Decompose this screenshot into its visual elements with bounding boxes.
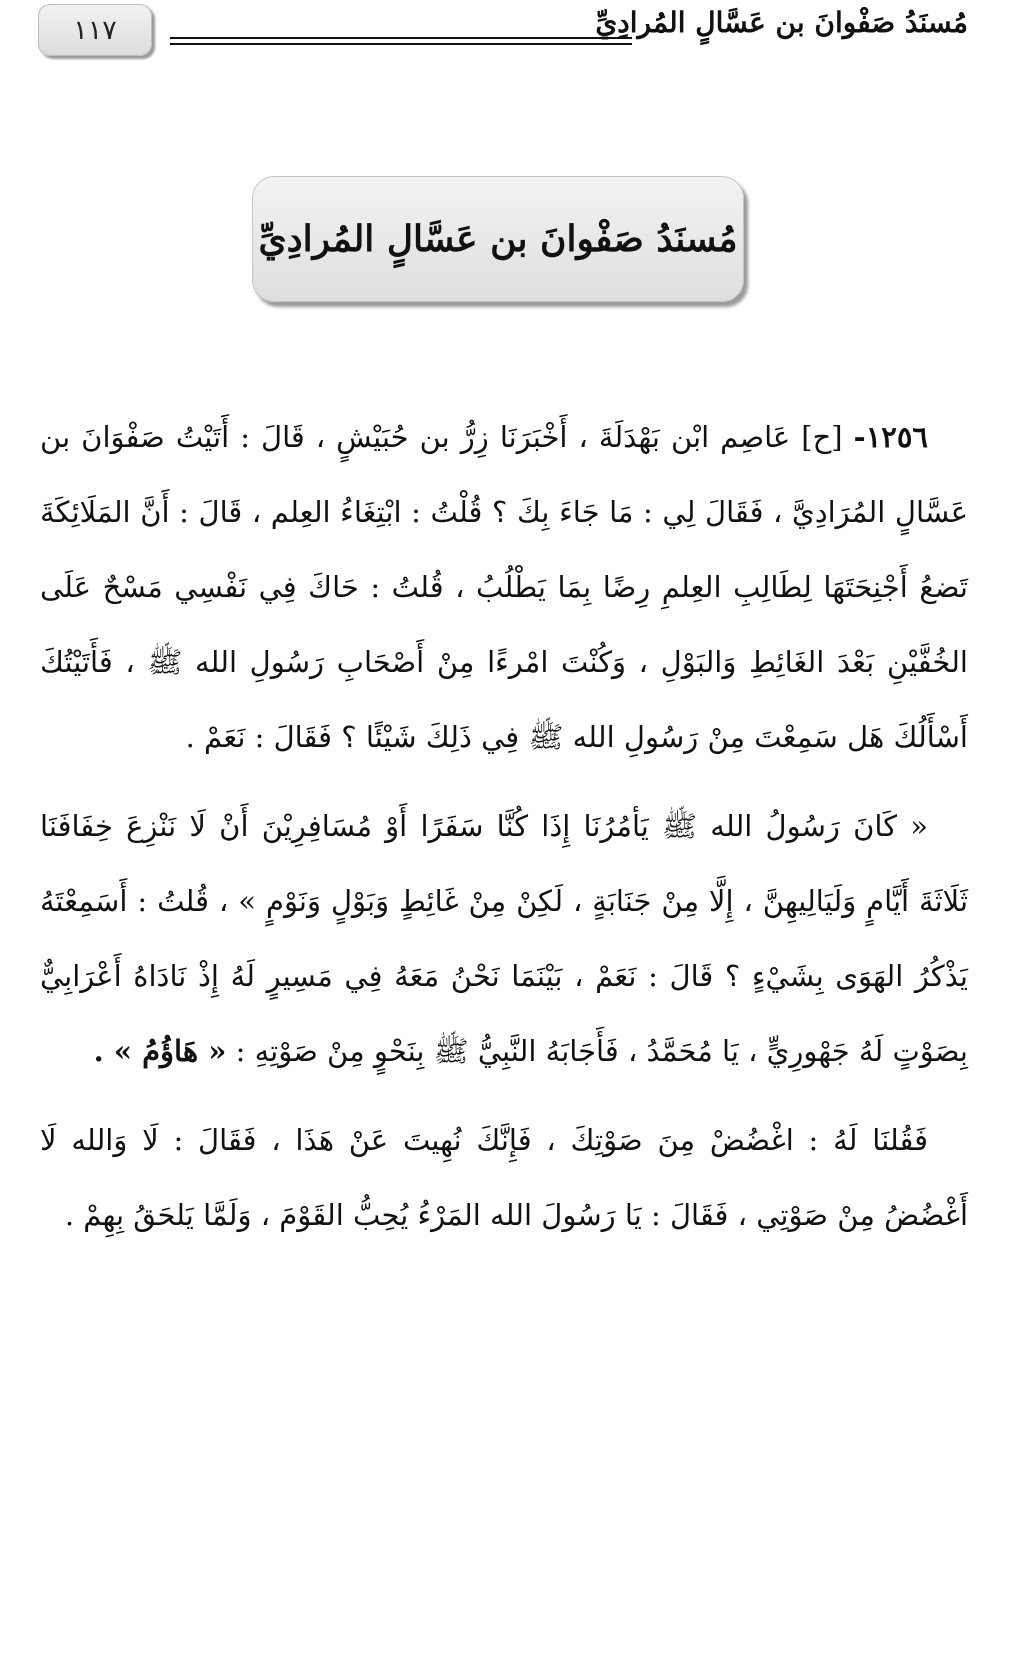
header-rule (170, 37, 632, 45)
paragraph-3 (40, 1103, 968, 1253)
running-title: مُسنَدُ صَفْوانَ بن عَسَّالٍ المُرادِيِّ (595, 6, 968, 39)
paragraph-2-text: كَانَ رَسُولُ الله ﷺ يَأمُرُنَا إِذَا كُنَّا سَفَرًا أَوْ مُسَافِرِيْنَ أَنْ لَا نَنْزِعَ خِفَافَنَا ثَلَاثَةَ أَيَّامٍ وَلَيَالِيهِنَّ ، إِلَّا مِنْ جَنَابَةٍ ، لَكِنْ مِنْ غَائِطٍ وَبَوْلٍ وَنَوْمٍ (40, 809, 969, 918)
quote-open: « (910, 809, 929, 843)
page-number-box (38, 4, 152, 56)
quote-close: » ، (218, 884, 257, 918)
paragraph-2-final: « هَاؤُمُ » . (93, 1034, 227, 1068)
chapter-title-box (252, 176, 744, 302)
body-text (40, 400, 968, 1267)
paragraph-2-text-continued: قُلتُ : أَسَمِعْتَهُ يَذْكُرُ الهَوَى بِشَيْءٍ ؟ قَالَ : نَعَمْ ، بَيْنَمَا نَحْنُ مَعَهُ فِي مَسِيرٍ لَهُ إِذْ نَادَاهُ أَعْرَابِيٌّ بِصَوْتٍ لَهُ جَهْورِيٍّ ، يَا مُحَمَّدُ ، فَأَجَابَهُ النَّبِيُّ ﷺ بِنَحْوٍ مِنْ صَوْتِهِ : (40, 884, 968, 1068)
hadith-number: ١٢٥٦- (853, 420, 929, 454)
page-number: ١١٧ (73, 14, 117, 46)
chapter-title: مُسنَدُ صَفْوانَ بن عَسَّالٍ المُرادِيِّ (258, 218, 738, 260)
paragraph-2 (40, 789, 968, 1089)
paragraph-1 (40, 400, 968, 775)
paragraph-1-text: [ح] عَاصِم ابْن بَهْدَلَةَ ، أَخْبَرَنَا زِرُّ بن حُبَيْشٍ ، قَالَ : أَتَيْتُ صَفْوَانَ بن عَسَّالٍ المُرَادِيَّ ، فَقَالَ لِي : مَا جَاءَ بِكَ ؟ قُلْتُ : ابْتِغَاءُ العِلم ، قَالَ : أَنَّ المَلَائِكَةَ تَضعُ أَجْنِحَتَهَا لِطَالِبِ العِلمِ رِضًا بِمَا يَطْلُبُ ، قُلتُ : حَاكَ فِي نَفْسِي مَسْحٌ عَلَى الخُفَّيْنِ بَعْدَ الغَائِطِ وَالبَوْلِ ، وَكُنْتَ امْرءًا مِنْ أَصْحَابِ رَسُولِ الله ﷺ ، فَأَتَيْتُكَ أَسْأَلُكَ هَل سَمِعْتَ مِنْ رَسُولِ الله ﷺ فِي ذَلِكَ شَيْئًا ؟ فَقَالَ : نَعَمْ . (40, 420, 968, 754)
paragraph-3-text: فَقُلنَا لَهُ : اغْضُضْ مِنَ صَوْتِكَ ، فَإِنَّكَ نُهِيتَ عَنْ هَذَا ، فَقَالَ : لَا وَالله لَا أَغْضُضُ مِنْ صَوْتِي ، فَقَالَ : يَا رَسُولَ الله المَرْءُ يُحِبُّ القَوْمَ ، وَلَمَّا يَلحَقُ بِهِمْ . (40, 1123, 968, 1232)
